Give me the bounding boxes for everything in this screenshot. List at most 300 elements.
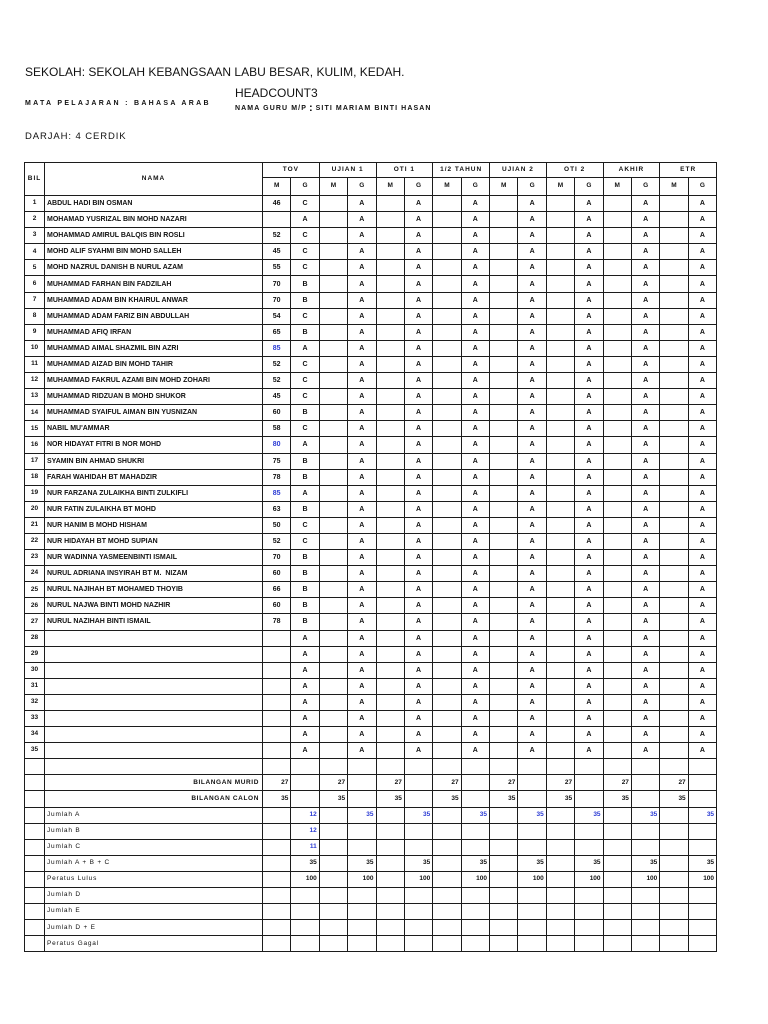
summary-m-oti-2 <box>546 807 574 823</box>
summary-g-oti-2: 100 <box>575 871 603 887</box>
assessment-header-oti-1: OTI 1 <box>376 163 433 178</box>
grade-ujian-1: A <box>348 308 376 324</box>
mark-oti-1 <box>376 276 404 292</box>
grade-oti-2: A <box>575 711 603 727</box>
grade-akhir: A <box>631 662 659 678</box>
summary-label: Jumlah D <box>45 888 263 904</box>
blank-cell <box>546 759 574 775</box>
mark-etr <box>660 517 688 533</box>
grade-etr: A <box>688 244 716 260</box>
summary-g-tov <box>291 775 319 791</box>
summary-g-etr: 35 <box>688 807 716 823</box>
grade-ujian-1: A <box>348 244 376 260</box>
student-name <box>45 662 263 678</box>
mark-ujian-2 <box>490 196 518 212</box>
summary-g-ujian-1 <box>348 791 376 807</box>
mark-oti-2 <box>546 453 574 469</box>
mark-etr <box>660 421 688 437</box>
mark-oti-1 <box>376 533 404 549</box>
student-name: NURUL NAZIHAH BINTI ISMAIL <box>45 614 263 630</box>
blank-cell <box>291 759 319 775</box>
mark-oti-2 <box>546 630 574 646</box>
summary-m-ujian-2 <box>490 871 518 887</box>
subheader-g-ujian-2: G <box>518 178 546 196</box>
mark-oti-1 <box>376 244 404 260</box>
summary-label: BILANGAN CALON <box>45 791 263 807</box>
mark-etr <box>660 501 688 517</box>
summary-m-oti-2 <box>546 839 574 855</box>
mark-ujian-2 <box>490 711 518 727</box>
grade-1-2-tahun: A <box>461 566 489 582</box>
summary-m-ujian-2: 27 <box>490 775 518 791</box>
summary-m-akhir <box>603 807 631 823</box>
student-number: 34 <box>25 727 45 743</box>
grade-1-2-tahun: A <box>461 533 489 549</box>
mark-oti-1 <box>376 405 404 421</box>
summary-m-oti-2 <box>546 823 574 839</box>
mark-oti-1 <box>376 356 404 372</box>
grade-tov: B <box>291 453 319 469</box>
mark-etr <box>660 308 688 324</box>
mark-akhir <box>603 533 631 549</box>
mark-1-2-tahun <box>433 678 461 694</box>
student-name: NUR FATIN ZULAIKHA BT MOHD <box>45 501 263 517</box>
summary-g-ujian-1 <box>348 839 376 855</box>
teacher-colon: : <box>308 102 313 114</box>
grade-ujian-1: A <box>348 373 376 389</box>
blank-cell <box>263 759 291 775</box>
summary-g-oti-1 <box>404 775 432 791</box>
summary-m-1-2-tahun <box>433 823 461 839</box>
grade-etr: A <box>688 196 716 212</box>
grade-oti-1: A <box>404 196 432 212</box>
grade-oti-1: A <box>404 244 432 260</box>
mark-ujian-2 <box>490 421 518 437</box>
grade-ujian-2: A <box>518 292 546 308</box>
mark-oti-2 <box>546 533 574 549</box>
mark-1-2-tahun <box>433 550 461 566</box>
mark-oti-2 <box>546 517 574 533</box>
subheader-m-tov: M <box>263 178 291 196</box>
grade-etr: A <box>688 694 716 710</box>
grade-tov: A <box>291 212 319 228</box>
summary-m-oti-2 <box>546 936 574 952</box>
student-name <box>45 694 263 710</box>
mark-1-2-tahun <box>433 743 461 759</box>
mark-tov <box>263 212 291 228</box>
mark-etr <box>660 743 688 759</box>
grade-etr: A <box>688 743 716 759</box>
summary-g-1-2-tahun <box>461 920 489 936</box>
mark-ujian-2 <box>490 566 518 582</box>
student-name: FARAH WAHIDAH BT MAHADZIR <box>45 469 263 485</box>
grade-etr: A <box>688 212 716 228</box>
grade-tov: A <box>291 630 319 646</box>
mark-1-2-tahun <box>433 244 461 260</box>
mark-ujian-2 <box>490 533 518 549</box>
summary-m-ujian-1 <box>319 888 347 904</box>
grade-tov: A <box>291 678 319 694</box>
grade-ujian-1: A <box>348 678 376 694</box>
mark-ujian-2 <box>490 694 518 710</box>
grade-oti-2: A <box>575 582 603 598</box>
grade-1-2-tahun: A <box>461 437 489 453</box>
summary-m-oti-2 <box>546 855 574 871</box>
summary-m-tov <box>263 823 291 839</box>
summary-g-1-2-tahun: 35 <box>461 855 489 871</box>
mark-ujian-2 <box>490 743 518 759</box>
mark-tov <box>263 727 291 743</box>
mark-1-2-tahun <box>433 582 461 598</box>
headcount-table <box>24 162 717 952</box>
mark-oti-2 <box>546 212 574 228</box>
summary-label: Jumlah A + B + C <box>45 855 263 871</box>
summary-m-etr: 27 <box>660 775 688 791</box>
grade-ujian-1: A <box>348 196 376 212</box>
student-number: 27 <box>25 614 45 630</box>
mark-oti-2 <box>546 421 574 437</box>
grade-ujian-2: A <box>518 485 546 501</box>
student-number: 13 <box>25 389 45 405</box>
blank-cell <box>490 759 518 775</box>
grade-ujian-2: A <box>518 405 546 421</box>
student-name: MUHAMMAD FAKRUL AZAMI BIN MOHD ZOHARI <box>45 373 263 389</box>
mark-tov: 60 <box>263 598 291 614</box>
mark-ujian-2 <box>490 469 518 485</box>
grade-1-2-tahun: A <box>461 228 489 244</box>
mark-oti-1 <box>376 469 404 485</box>
summary-m-akhir <box>603 904 631 920</box>
mark-akhir <box>603 228 631 244</box>
grade-ujian-2: A <box>518 694 546 710</box>
grade-oti-1: A <box>404 678 432 694</box>
summary-g-akhir <box>631 936 659 952</box>
mark-1-2-tahun <box>433 566 461 582</box>
grade-1-2-tahun: A <box>461 196 489 212</box>
grade-tov: C <box>291 517 319 533</box>
summary-m-ujian-2 <box>490 904 518 920</box>
mark-akhir <box>603 582 631 598</box>
mark-ujian-1 <box>319 501 347 517</box>
summary-m-1-2-tahun <box>433 904 461 920</box>
mark-etr <box>660 694 688 710</box>
grade-tov: C <box>291 373 319 389</box>
grade-ujian-2: A <box>518 324 546 340</box>
summary-m-oti-1 <box>376 823 404 839</box>
grade-oti-1: A <box>404 437 432 453</box>
grade-oti-1: A <box>404 694 432 710</box>
grade-ujian-2: A <box>518 389 546 405</box>
summary-m-ujian-1: 35 <box>319 791 347 807</box>
summary-m-1-2-tahun <box>433 888 461 904</box>
grade-tov: C <box>291 196 319 212</box>
grade-tov: A <box>291 340 319 356</box>
mark-etr <box>660 405 688 421</box>
mark-oti-1 <box>376 630 404 646</box>
blank-cell <box>404 759 432 775</box>
summary-g-ujian-2: 35 <box>518 807 546 823</box>
grade-ujian-1: A <box>348 453 376 469</box>
summary-row-bilangan-murid <box>25 775 717 791</box>
grade-oti-1: A <box>404 212 432 228</box>
summary-m-ujian-1 <box>319 855 347 871</box>
summary-g-tov <box>291 888 319 904</box>
assessment-header-oti-2: OTI 2 <box>546 163 603 178</box>
summary-g-ujian-2 <box>518 791 546 807</box>
student-number: 28 <box>25 630 45 646</box>
student-number: 17 <box>25 453 45 469</box>
student-row <box>25 614 717 630</box>
mark-oti-2 <box>546 437 574 453</box>
student-number: 2 <box>25 212 45 228</box>
summary-g-oti-2 <box>575 920 603 936</box>
mark-ujian-1 <box>319 727 347 743</box>
grade-ujian-2: A <box>518 678 546 694</box>
grade-oti-2: A <box>575 389 603 405</box>
grade-1-2-tahun: A <box>461 485 489 501</box>
student-row <box>25 196 717 212</box>
student-row <box>25 694 717 710</box>
student-row <box>25 308 717 324</box>
mark-1-2-tahun <box>433 501 461 517</box>
mark-akhir <box>603 517 631 533</box>
grade-oti-1: A <box>404 340 432 356</box>
summary-m-akhir <box>603 888 631 904</box>
mark-akhir <box>603 421 631 437</box>
grade-1-2-tahun: A <box>461 598 489 614</box>
student-row <box>25 276 717 292</box>
grade-etr: A <box>688 533 716 549</box>
summary-m-etr <box>660 855 688 871</box>
mark-oti-1 <box>376 727 404 743</box>
mark-akhir <box>603 646 631 662</box>
mark-1-2-tahun <box>433 212 461 228</box>
mark-akhir <box>603 485 631 501</box>
summary-row-jumlah-d-e <box>25 920 717 936</box>
grade-oti-1: A <box>404 405 432 421</box>
assessment-header-akhir: AKHIR <box>603 163 660 178</box>
subheader-m-ujian-2: M <box>490 178 518 196</box>
mark-oti-1 <box>376 340 404 356</box>
mark-oti-2 <box>546 694 574 710</box>
grade-etr: A <box>688 662 716 678</box>
summary-g-etr <box>688 839 716 855</box>
summary-g-1-2-tahun: 100 <box>461 871 489 887</box>
grade-akhir: A <box>631 630 659 646</box>
student-number: 35 <box>25 743 45 759</box>
mark-akhir <box>603 405 631 421</box>
subheader-g-ujian-1: G <box>348 178 376 196</box>
mark-oti-2 <box>546 228 574 244</box>
grade-tov: A <box>291 662 319 678</box>
summary-g-etr: 35 <box>688 855 716 871</box>
mark-oti-1 <box>376 453 404 469</box>
mark-etr <box>660 212 688 228</box>
subheader-m-oti-1: M <box>376 178 404 196</box>
summary-m-oti-2 <box>546 888 574 904</box>
mark-ujian-1 <box>319 694 347 710</box>
grade-akhir: A <box>631 244 659 260</box>
grade-ujian-1: A <box>348 276 376 292</box>
summary-g-oti-2 <box>575 888 603 904</box>
mark-etr <box>660 260 688 276</box>
grade-etr: A <box>688 582 716 598</box>
mark-ujian-1 <box>319 421 347 437</box>
summary-label: Jumlah C <box>45 839 263 855</box>
grade-akhir: A <box>631 228 659 244</box>
grade-1-2-tahun: A <box>461 711 489 727</box>
grade-ujian-2: A <box>518 743 546 759</box>
student-name: NABIL MU'AMMAR <box>45 421 263 437</box>
grade-etr: A <box>688 727 716 743</box>
mark-oti-2 <box>546 405 574 421</box>
mark-etr <box>660 244 688 260</box>
mark-ujian-1 <box>319 212 347 228</box>
mark-oti-1 <box>376 662 404 678</box>
summary-g-1-2-tahun <box>461 904 489 920</box>
mark-akhir <box>603 276 631 292</box>
summary-g-ujian-1 <box>348 775 376 791</box>
student-number: 29 <box>25 646 45 662</box>
mark-oti-2 <box>546 614 574 630</box>
grade-akhir: A <box>631 550 659 566</box>
summary-m-oti-1 <box>376 936 404 952</box>
summary-m-tov <box>263 839 291 855</box>
mark-ujian-2 <box>490 614 518 630</box>
mark-oti-2 <box>546 196 574 212</box>
grade-1-2-tahun: A <box>461 260 489 276</box>
summary-g-ujian-2 <box>518 904 546 920</box>
mark-oti-2 <box>546 469 574 485</box>
grade-akhir: A <box>631 501 659 517</box>
grade-1-2-tahun: A <box>461 582 489 598</box>
summary-m-etr <box>660 823 688 839</box>
grade-ujian-1: A <box>348 389 376 405</box>
grade-akhir: A <box>631 743 659 759</box>
summary-bil-cell <box>25 823 45 839</box>
student-name: MUHAMMAD AIZAD BIN MOHD TAHIR <box>45 356 263 372</box>
mark-oti-1 <box>376 517 404 533</box>
mark-etr <box>660 324 688 340</box>
mark-tov: 70 <box>263 292 291 308</box>
grade-oti-1: A <box>404 324 432 340</box>
grade-etr: A <box>688 276 716 292</box>
summary-g-tov: 12 <box>291 807 319 823</box>
mark-etr <box>660 598 688 614</box>
mark-1-2-tahun <box>433 340 461 356</box>
blank-cell <box>518 759 546 775</box>
mark-etr <box>660 614 688 630</box>
mark-akhir <box>603 356 631 372</box>
subheader-m-ujian-1: M <box>319 178 347 196</box>
summary-m-etr <box>660 904 688 920</box>
mark-tov: 85 <box>263 485 291 501</box>
grade-1-2-tahun: A <box>461 646 489 662</box>
mark-akhir <box>603 292 631 308</box>
grade-akhir: A <box>631 324 659 340</box>
student-name: MUHAMMAD AFIQ IRFAN <box>45 324 263 340</box>
summary-g-akhir <box>631 920 659 936</box>
summary-label: Peratus Gagal <box>45 936 263 952</box>
mark-ujian-1 <box>319 260 347 276</box>
summary-m-etr <box>660 839 688 855</box>
summary-m-tov <box>263 871 291 887</box>
grade-akhir: A <box>631 389 659 405</box>
student-number: 6 <box>25 276 45 292</box>
grade-ujian-1: A <box>348 421 376 437</box>
summary-m-ujian-1 <box>319 936 347 952</box>
grade-etr: A <box>688 324 716 340</box>
mark-oti-1 <box>376 598 404 614</box>
grade-tov: B <box>291 292 319 308</box>
mark-ujian-2 <box>490 485 518 501</box>
mark-tov: 60 <box>263 566 291 582</box>
grade-oti-1: A <box>404 276 432 292</box>
grade-ujian-1: A <box>348 356 376 372</box>
grade-ujian-2: A <box>518 469 546 485</box>
mark-1-2-tahun <box>433 533 461 549</box>
grade-tov: C <box>291 260 319 276</box>
summary-g-ujian-1: 100 <box>348 871 376 887</box>
grade-oti-1: A <box>404 501 432 517</box>
mark-oti-2 <box>546 501 574 517</box>
summary-g-tov: 11 <box>291 839 319 855</box>
grade-tov: B <box>291 469 319 485</box>
mark-oti-2 <box>546 550 574 566</box>
summary-g-tov <box>291 904 319 920</box>
grade-akhir: A <box>631 485 659 501</box>
summary-m-oti-1 <box>376 920 404 936</box>
mark-tov <box>263 646 291 662</box>
grade-akhir: A <box>631 373 659 389</box>
grade-oti-1: A <box>404 373 432 389</box>
mark-1-2-tahun <box>433 517 461 533</box>
summary-m-ujian-2 <box>490 839 518 855</box>
summary-label: Jumlah D + E <box>45 920 263 936</box>
mark-ujian-2 <box>490 582 518 598</box>
student-row <box>25 389 717 405</box>
blank-row <box>25 759 717 775</box>
grade-akhir: A <box>631 260 659 276</box>
summary-m-oti-1 <box>376 839 404 855</box>
grade-akhir: A <box>631 598 659 614</box>
grade-1-2-tahun: A <box>461 324 489 340</box>
grade-ujian-1: A <box>348 646 376 662</box>
mark-ujian-1 <box>319 646 347 662</box>
grade-etr: A <box>688 292 716 308</box>
summary-m-etr <box>660 936 688 952</box>
mark-tov: 66 <box>263 582 291 598</box>
grade-1-2-tahun: A <box>461 292 489 308</box>
mark-ujian-1 <box>319 244 347 260</box>
summary-g-etr <box>688 936 716 952</box>
student-number: 25 <box>25 582 45 598</box>
mark-ujian-1 <box>319 340 347 356</box>
grade-oti-1: A <box>404 711 432 727</box>
grade-ujian-1: A <box>348 228 376 244</box>
summary-bil-cell <box>25 807 45 823</box>
mark-oti-1 <box>376 260 404 276</box>
grade-ujian-2: A <box>518 276 546 292</box>
summary-m-etr: 35 <box>660 791 688 807</box>
grade-etr: A <box>688 453 716 469</box>
summary-g-ujian-1 <box>348 920 376 936</box>
grade-oti-1: A <box>404 743 432 759</box>
teacher-name: SITI MARIAM BINTI HASAN <box>315 105 432 112</box>
grade-1-2-tahun: A <box>461 501 489 517</box>
grade-akhir: A <box>631 614 659 630</box>
summary-g-tov: 35 <box>291 855 319 871</box>
